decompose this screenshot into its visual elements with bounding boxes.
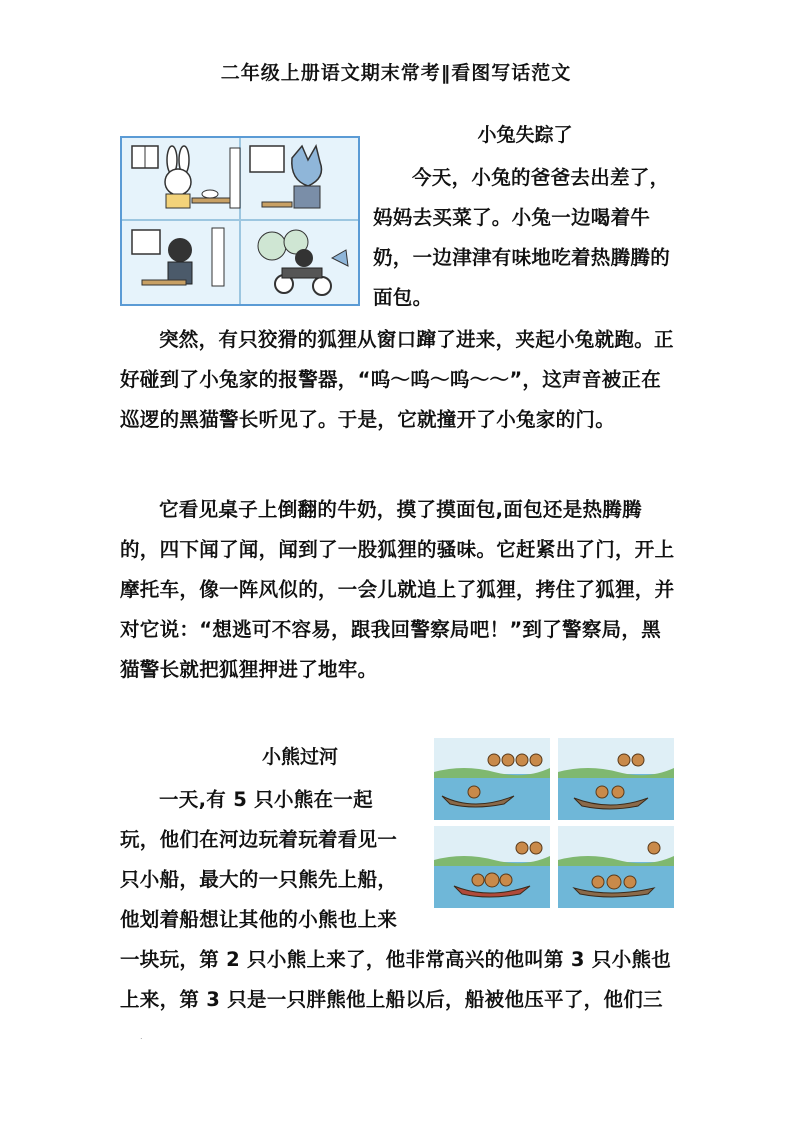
- rabbit-comic-graphic: [122, 138, 358, 304]
- paragraph: 它看见桌子上倒翻的牛奶，摸了摸面包,面包还是热腾腾的，四下闻了闻，闻到了一股狐狸的骚味。它赶紧出了门，开上摩托车，像一阵风似的，一会儿就追上了狐狸，拷住了狐狸，并对它说：“想逃可不容易，跟我回警察局吧！”到了警察局，黑猫警长就把狐狸押进了地牢。: [120, 498, 675, 681]
- section-title-bear: 小熊过河: [261, 746, 338, 768]
- rabbit-story-illustration: [120, 136, 360, 306]
- paragraph: 突然，有只狡猾的狐狸从窗口蹿了进来，夹起小兔就跑。正好碰到了小兔家的报警器，“呜～呜～呜～～”，这声音被正在巡逻的黑猫警长听见了。于是，它就撞开了小兔家的门。: [120, 328, 674, 431]
- section-title-rabbit: 小兔失踪了: [477, 124, 573, 146]
- scan-mark: .: [140, 1032, 143, 1041]
- paragraph-text: 一天,有 5 只小熊在一起玩，他们在河边玩着玩着看见一只小船，最大的一只熊先上船，他划着船想让其他的小熊也上来一块玩，第 2 只小熊上来了，他非常高兴的他叫第 3 只小熊也上来，第 3 只是一只胖熊他上船以后，船被他压平了，他们三: [120, 788, 672, 1011]
- paragraph: 今天，小兔的爸爸去出差了，妈妈去买菜了。小兔一边喝着牛奶，一边津津有味地吃着热腾腾的面包。: [373, 166, 671, 309]
- wrap-spacer: [412, 780, 680, 938]
- page-title: 二年级上册语文期末常考‖看图写话范文: [220, 62, 572, 84]
- paragraph: [120, 780, 680, 1020]
